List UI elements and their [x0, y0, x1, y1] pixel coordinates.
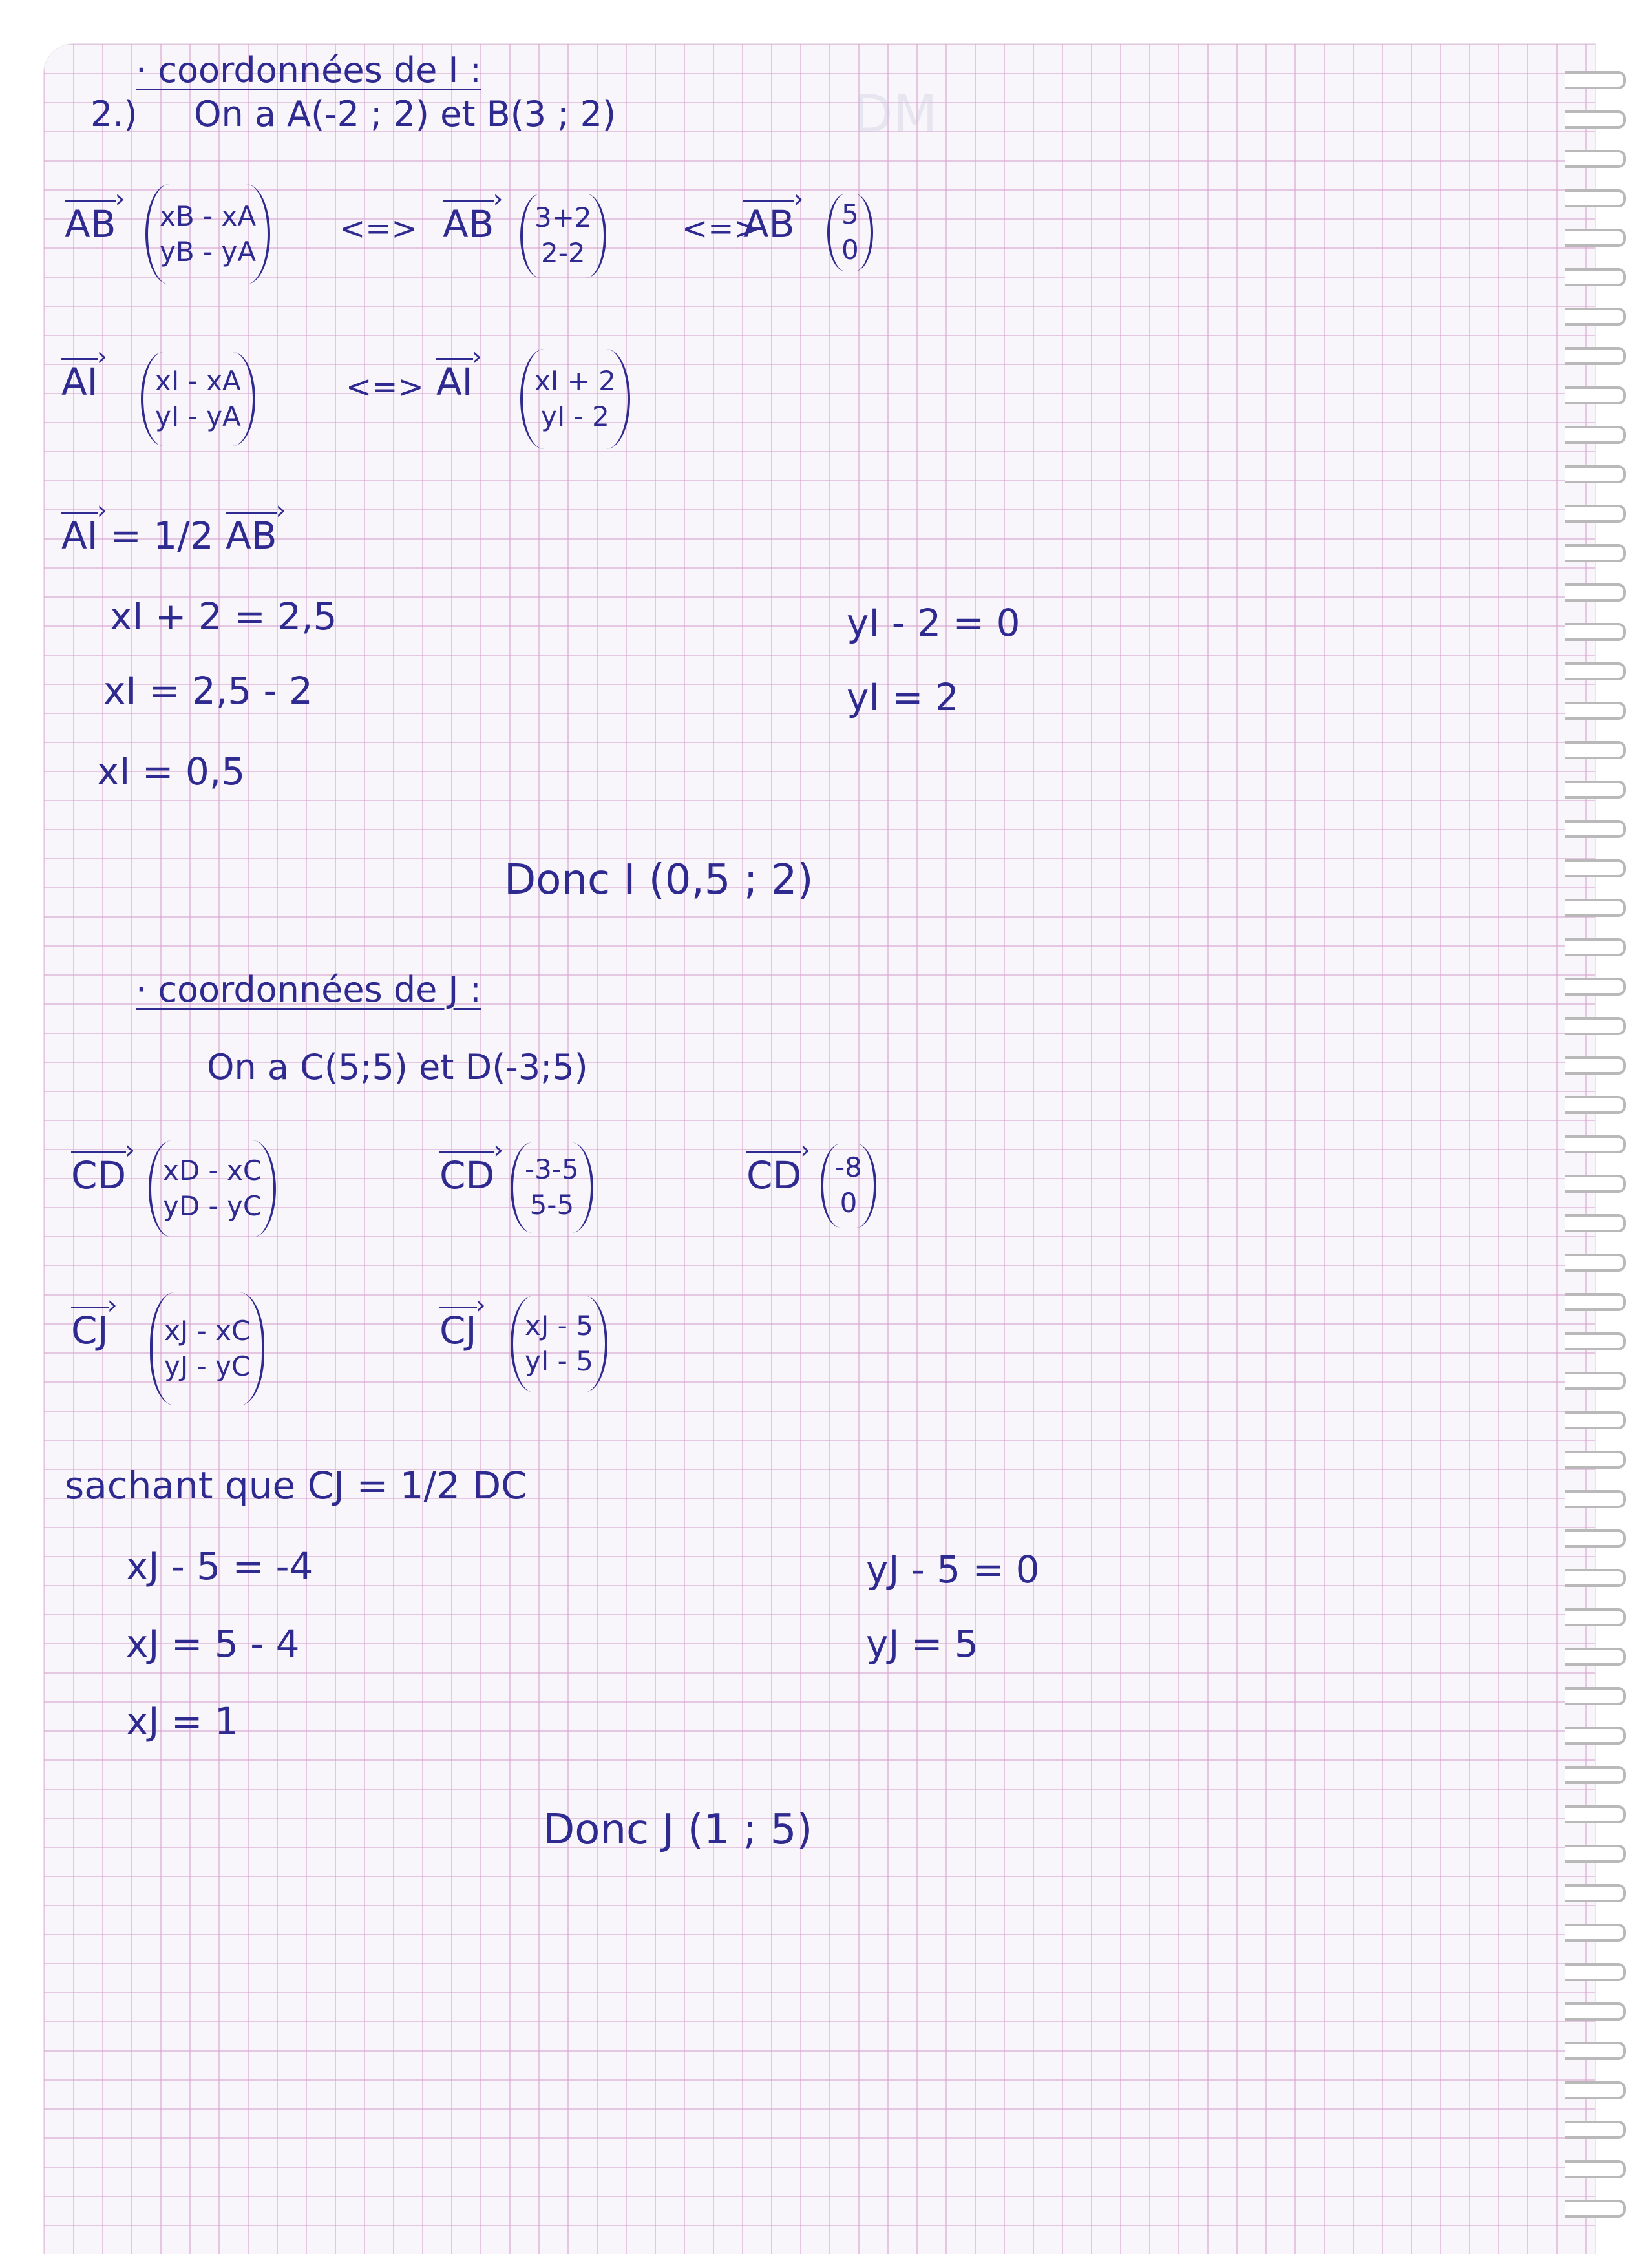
- equivalence-sign: <=>: [346, 369, 424, 405]
- result-point-i: Donc I (0,5 ; 2): [504, 856, 814, 904]
- x-equation-2: xI = 2,5 - 2: [103, 669, 313, 713]
- binding-ring: [1565, 110, 1626, 129]
- binding-ring: [1565, 1056, 1626, 1075]
- given-points-cd: On a C(5;5) et D(-3;5): [207, 1047, 588, 1087]
- x-equation-3: xI = 0,5: [97, 750, 246, 793]
- faint-watermark: DM: [853, 84, 938, 144]
- given-points-ab: On a A(-2 ; 2) et B(3 ; 2): [194, 94, 617, 134]
- binding-ring: [1565, 741, 1626, 759]
- binding-ring: [1565, 189, 1626, 207]
- vector-ab-definition: xB - xA yB - yA: [145, 184, 270, 284]
- binding-ring: [1565, 2160, 1626, 2178]
- y-equation-2: yI = 2: [847, 675, 959, 719]
- spiral-binding: [1565, 58, 1643, 2249]
- binding-ring: [1565, 781, 1626, 799]
- heading-coordinates-i: · coordonnées de I :: [136, 50, 481, 90]
- vector-cd-label-3: CD ›: [746, 1157, 801, 1194]
- binding-ring: [1565, 544, 1626, 562]
- binding-ring: [1565, 859, 1626, 877]
- binding-ring: [1565, 1175, 1626, 1193]
- binding-ring: [1565, 662, 1626, 680]
- binding-ring: [1565, 1963, 1626, 1981]
- binding-ring: [1565, 899, 1626, 917]
- binding-ring: [1565, 308, 1626, 326]
- binding-ring: [1565, 2200, 1626, 2218]
- binding-ring: [1565, 820, 1626, 838]
- vector-cd-value: -8 0: [821, 1144, 876, 1228]
- x-equation-j-1: xJ - 5 = -4: [126, 1544, 313, 1588]
- heading-coordinates-j: · coordonnées de J :: [136, 969, 481, 1010]
- vector-ai-substitution: xI + 2 yI - 2: [520, 349, 630, 449]
- binding-ring: [1565, 2121, 1626, 2139]
- binding-ring: [1565, 1214, 1626, 1232]
- binding-ring: [1565, 938, 1626, 956]
- binding-ring: [1565, 1608, 1626, 1626]
- vector-cd-label-2: CD ›: [439, 1157, 494, 1194]
- y-equation-1: yI - 2 = 0: [847, 601, 1020, 645]
- binding-ring: [1565, 1569, 1626, 1587]
- vector-ab-substitution: 3+2 2-2: [520, 194, 606, 278]
- binding-ring: [1565, 1805, 1626, 1823]
- binding-ring: [1565, 2002, 1626, 2021]
- vector-cd-label: CD ›: [71, 1157, 126, 1194]
- x-equation-j-3: xJ = 1: [126, 1699, 238, 1743]
- vector-cj-definition: xJ - xC yJ - yC: [150, 1292, 264, 1405]
- binding-ring: [1565, 1096, 1626, 1114]
- binding-ring: [1565, 1372, 1626, 1390]
- binding-ring: [1565, 1687, 1626, 1705]
- binding-ring: [1565, 1845, 1626, 1863]
- y-equation-j-1: yJ - 5 = 0: [866, 1548, 1040, 1591]
- binding-ring: [1565, 426, 1626, 444]
- vector-ab-label-3: AB ›: [743, 205, 794, 243]
- notebook-page: [44, 44, 1595, 2254]
- binding-ring: [1565, 229, 1626, 247]
- binding-ring: [1565, 1451, 1626, 1469]
- binding-ring: [1565, 978, 1626, 996]
- binding-ring: [1565, 1254, 1626, 1272]
- vector-cj-label: CJ ›: [71, 1312, 109, 1349]
- vector-cd-substitution: -3-5 5-5: [511, 1142, 593, 1233]
- exercise-number: 2.): [90, 94, 138, 134]
- binding-ring: [1565, 386, 1626, 404]
- binding-ring: [1565, 505, 1626, 523]
- equivalence-sign: <=>: [339, 211, 417, 247]
- binding-ring: [1565, 1766, 1626, 1784]
- binding-ring: [1565, 1293, 1626, 1311]
- binding-ring: [1565, 583, 1626, 602]
- binding-ring: [1565, 1884, 1626, 1902]
- knowing-that: sachant que CJ = 1/2 DC: [65, 1464, 527, 1507]
- binding-ring: [1565, 150, 1626, 168]
- result-point-j: Donc J (1 ; 5): [543, 1806, 813, 1854]
- binding-ring: [1565, 1490, 1626, 1508]
- vector-ab-value: 5 0: [827, 194, 873, 271]
- binding-ring: [1565, 1529, 1626, 1548]
- binding-ring: [1565, 1648, 1626, 1666]
- vector-ai-definition: xI - xA yI - yA: [141, 352, 255, 446]
- binding-ring: [1565, 702, 1626, 720]
- binding-ring: [1565, 623, 1626, 641]
- vector-ab-label: AB ›: [65, 205, 116, 243]
- binding-ring: [1565, 268, 1626, 286]
- vector-cj-substitution: xJ - 5 yI - 5: [511, 1296, 607, 1392]
- y-equation-j-2: yJ = 5: [866, 1622, 978, 1666]
- binding-ring: [1565, 465, 1626, 483]
- binding-ring: [1565, 1332, 1626, 1350]
- binding-ring: [1565, 2081, 1626, 2099]
- x-equation-1: xI + 2 = 2,5: [110, 594, 337, 638]
- vector-ai-label-2: AI ›: [436, 363, 473, 401]
- x-equation-j-2: xJ = 5 - 4: [126, 1622, 300, 1666]
- binding-ring: [1565, 1411, 1626, 1429]
- binding-ring: [1565, 1017, 1626, 1035]
- vector-ab-label-2: AB ›: [443, 205, 494, 243]
- binding-ring: [1565, 2042, 1626, 2060]
- binding-ring: [1565, 1727, 1626, 1745]
- binding-ring: [1565, 71, 1626, 89]
- binding-ring: [1565, 347, 1626, 365]
- binding-ring: [1565, 1135, 1626, 1153]
- vector-cd-definition: xD - xC yD - yC: [149, 1140, 276, 1237]
- vector-cj-label-2: CJ ›: [439, 1312, 477, 1349]
- equivalence-sign: <=>: [682, 211, 760, 247]
- relation-ai-half-ab: AI › = 1/2 AB ›: [61, 517, 277, 554]
- vector-ai-label: AI ›: [61, 363, 98, 401]
- binding-ring: [1565, 1924, 1626, 1942]
